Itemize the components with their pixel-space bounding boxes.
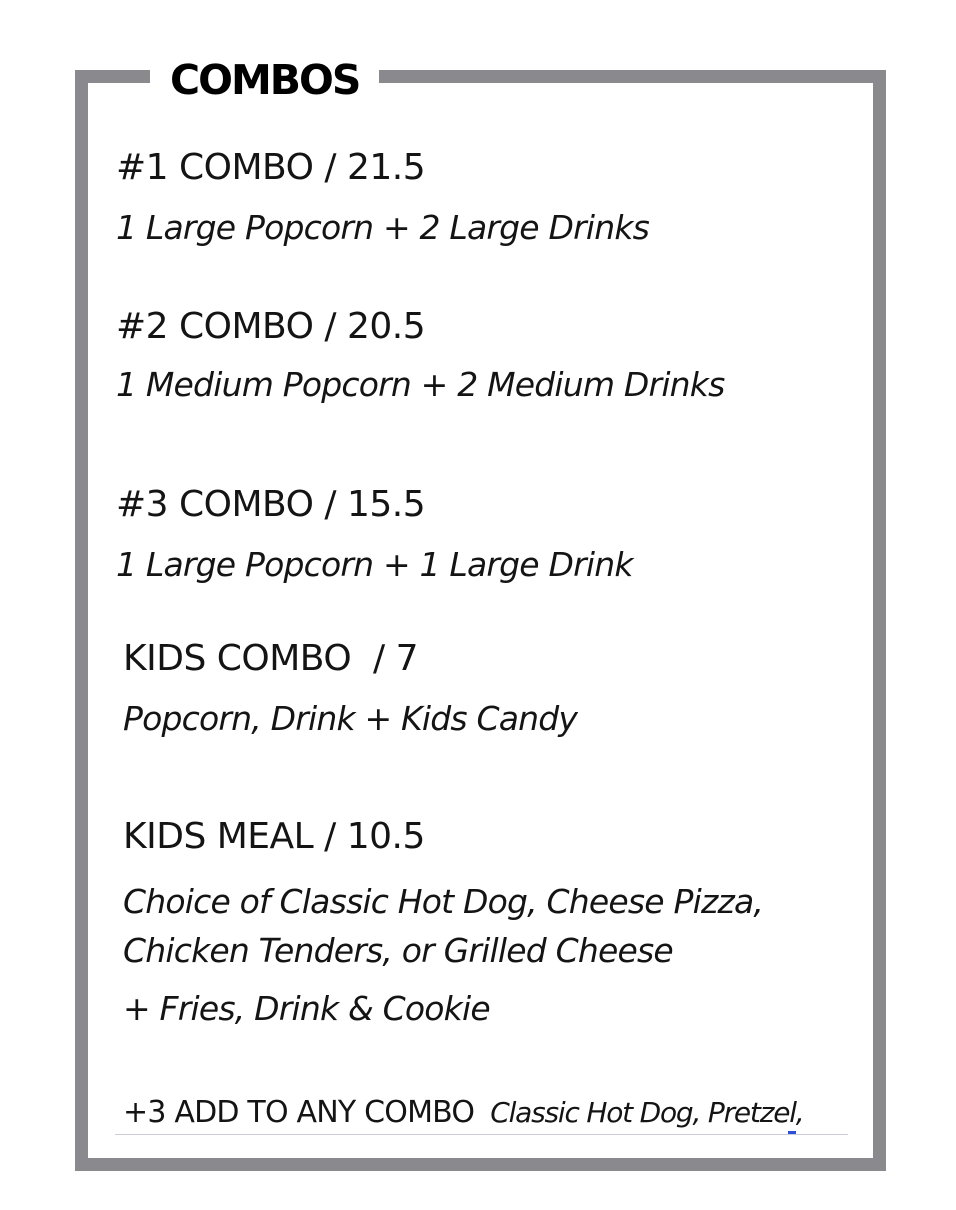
description-line: Choice of Classic Hot Dog, Cheese Pizza, [123, 882, 764, 921]
menu-item [116, 146, 649, 250]
item-name: KIDS COMBO / 7 [123, 638, 419, 679]
description-line: + Fries, Drink & Cookie [123, 989, 490, 1028]
menu-item [123, 637, 577, 741]
addon-line [115, 1093, 848, 1135]
addon-items: Classic Hot Dog, Pretzel, [490, 1096, 804, 1129]
item-description [116, 206, 649, 250]
item-name: #2 COMBO / 20.5 [116, 306, 426, 347]
description-line: 1 Large Popcorn + 2 Large Drinks [116, 208, 650, 247]
item-name: KIDS MEAL / 10.5 [123, 816, 425, 857]
item-description [123, 877, 763, 1033]
description-line: Chicken Tenders, or Grilled Cheese [123, 931, 673, 970]
addon-label: +3 ADD TO ANY COMBO [123, 1095, 475, 1130]
menu-item [123, 815, 763, 1033]
description-line: 1 Large Popcorn + 1 Large Drink [116, 545, 633, 584]
item-description [123, 697, 577, 741]
item-name: #1 COMBO / 21.5 [116, 147, 426, 188]
description-line: 1 Medium Popcorn + 2 Medium Drinks [116, 365, 725, 404]
description-line: Popcorn, Drink + Kids Candy [123, 699, 578, 738]
section-title: COMBOS [150, 50, 379, 110]
item-name: #3 COMBO / 15.5 [116, 484, 426, 525]
text-cursor-mark [788, 1131, 796, 1134]
menu-item [116, 305, 725, 407]
menu-item [116, 483, 633, 587]
item-description [116, 363, 725, 407]
item-description [116, 543, 633, 587]
